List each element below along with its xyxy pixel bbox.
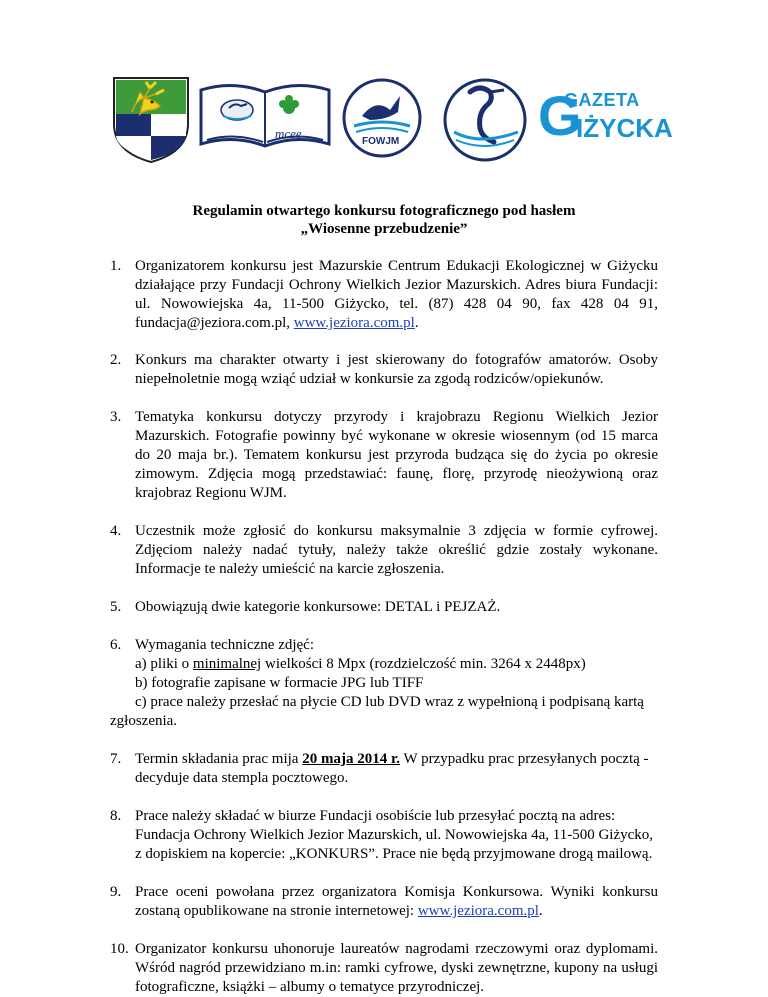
list-item: 1. Organizatorem konkursu jest Mazurskie Centrum Edukacji Ekologicznej w Giżycku działające przy Fundacji Ochrony Wielkich Jezior Mazurskich. Adres biura Fundacji: ul. Nowowiejska 4a, 11-500 Giżycko, tel. (87) 428 04 90, fax 428 04 91, fundacja@jeziora.com.pl, www.jeziora.com.pl. bbox=[110, 258, 658, 331]
document-title-line-1: Regulamin otwartego konkursu fotograficznego pod hasłem bbox=[192, 203, 576, 219]
website-link[interactable]: www.jeziora.com.pl bbox=[293, 315, 415, 331]
logo-strip bbox=[100, 70, 700, 170]
gazeta-big-letter: G bbox=[538, 84, 582, 147]
mcee-label: mcee bbox=[275, 126, 302, 141]
list-item: 8. Prace należy składać w biurze Fundacji osobiście lub przesyłać pocztą na adres: Fundacja Ochrony Wielkich Jezior Mazurskich, ul. Nowowiejska 4a, 11-500 Giżycko, z dopiskiem na kopercie: „KONKURS”. Prace nie będą przyjmowane drogą mailową. bbox=[110, 808, 654, 862]
list-item: 5. Obowiązują dwie kategorie konkursowe: DETAL i PEJZAŻ. bbox=[110, 599, 501, 615]
list-item: 4. Uczestnik może zgłosić do konkursu maksymalnie 3 zdjęcia w formie cyfrowej. Zdjęciom należy nadać tytuły, należy także określić gdzie zostały wykonane. Informacje te należy umieścić na karcie zgłoszenia. bbox=[110, 523, 658, 577]
document-title-line-2: „Wiosenne przebudzenie” bbox=[300, 221, 468, 237]
list-item: 9. Prace oceni powołana przez organizatora Komisja Konkursowa. Wyniki konkursu zostaną opublikowane na stronie internetowej: www.jeziora.com.pl. bbox=[110, 884, 658, 919]
list-item: 7. Termin składania prac mija 20 maja 2014 r. W przypadku prac przesyłanych pocztą - decyduje data stempla pocztowego. bbox=[110, 751, 649, 786]
coat-of-arms-logo bbox=[110, 74, 192, 164]
deadline-date: 20 maja 2014 r. bbox=[302, 751, 401, 767]
website-link[interactable]: www.jeziora.com.pl bbox=[417, 903, 539, 919]
fowjm-label: FOWJM bbox=[362, 136, 400, 147]
list-item: 6. Wymagania techniczne zdjęć: a) pliki o minimalnej wielkości 8 Mpx (rozdzielczość min. 3264 x 2448px) b) fotografie zapisane w formacie JPG lub TIFF c) prace należy przesłać na płycie CD lub DVD wraz z wypełnioną i podpisaną kartą zgłoszenia. bbox=[110, 637, 644, 729]
mcee-book-logo bbox=[195, 82, 335, 154]
gazeta-bottom-label: IŻYCKA bbox=[576, 113, 673, 143]
stork-logo bbox=[440, 76, 530, 164]
list-item: 3. Tematyka konkursu dotyczy przyrody i krajobrazu Regionu Wielkich Jezior Mazurskich. Fotografie powinny być wykonane w okresie wiosennym (od 15 marca do 20 maja br.). Tematem konkursu jest przyroda budząca się do życia po okresie zimowym. Zdjęcia mogą przedstawiać: faunę, florę, przyrodę nieożywioną oraz krajobraz Regionu WJM. bbox=[110, 409, 658, 501]
fowjm-logo bbox=[340, 76, 424, 160]
gazeta-gizycka-logo bbox=[538, 80, 708, 160]
gazeta-top-label: GAZETA bbox=[564, 90, 640, 110]
list-item: 2. Konkurs ma charakter otwarty i jest skierowany do fotografów amatorów. Osoby niepełnoletnie mogą wziąć udział w konkursie za zgodą rodziców/opiekunów. bbox=[110, 352, 658, 387]
list-item: 10. Organizator konkursu uhonoruje laureatów nagrodami rzeczowymi oraz dyplomami. Wśród nagród przewidziano m.in: ramki cyfrowe, dyski zewnętrzne, kupony na usługi fotograficzne, książki – albumy o tematyce przyrodniczej. bbox=[110, 941, 658, 995]
